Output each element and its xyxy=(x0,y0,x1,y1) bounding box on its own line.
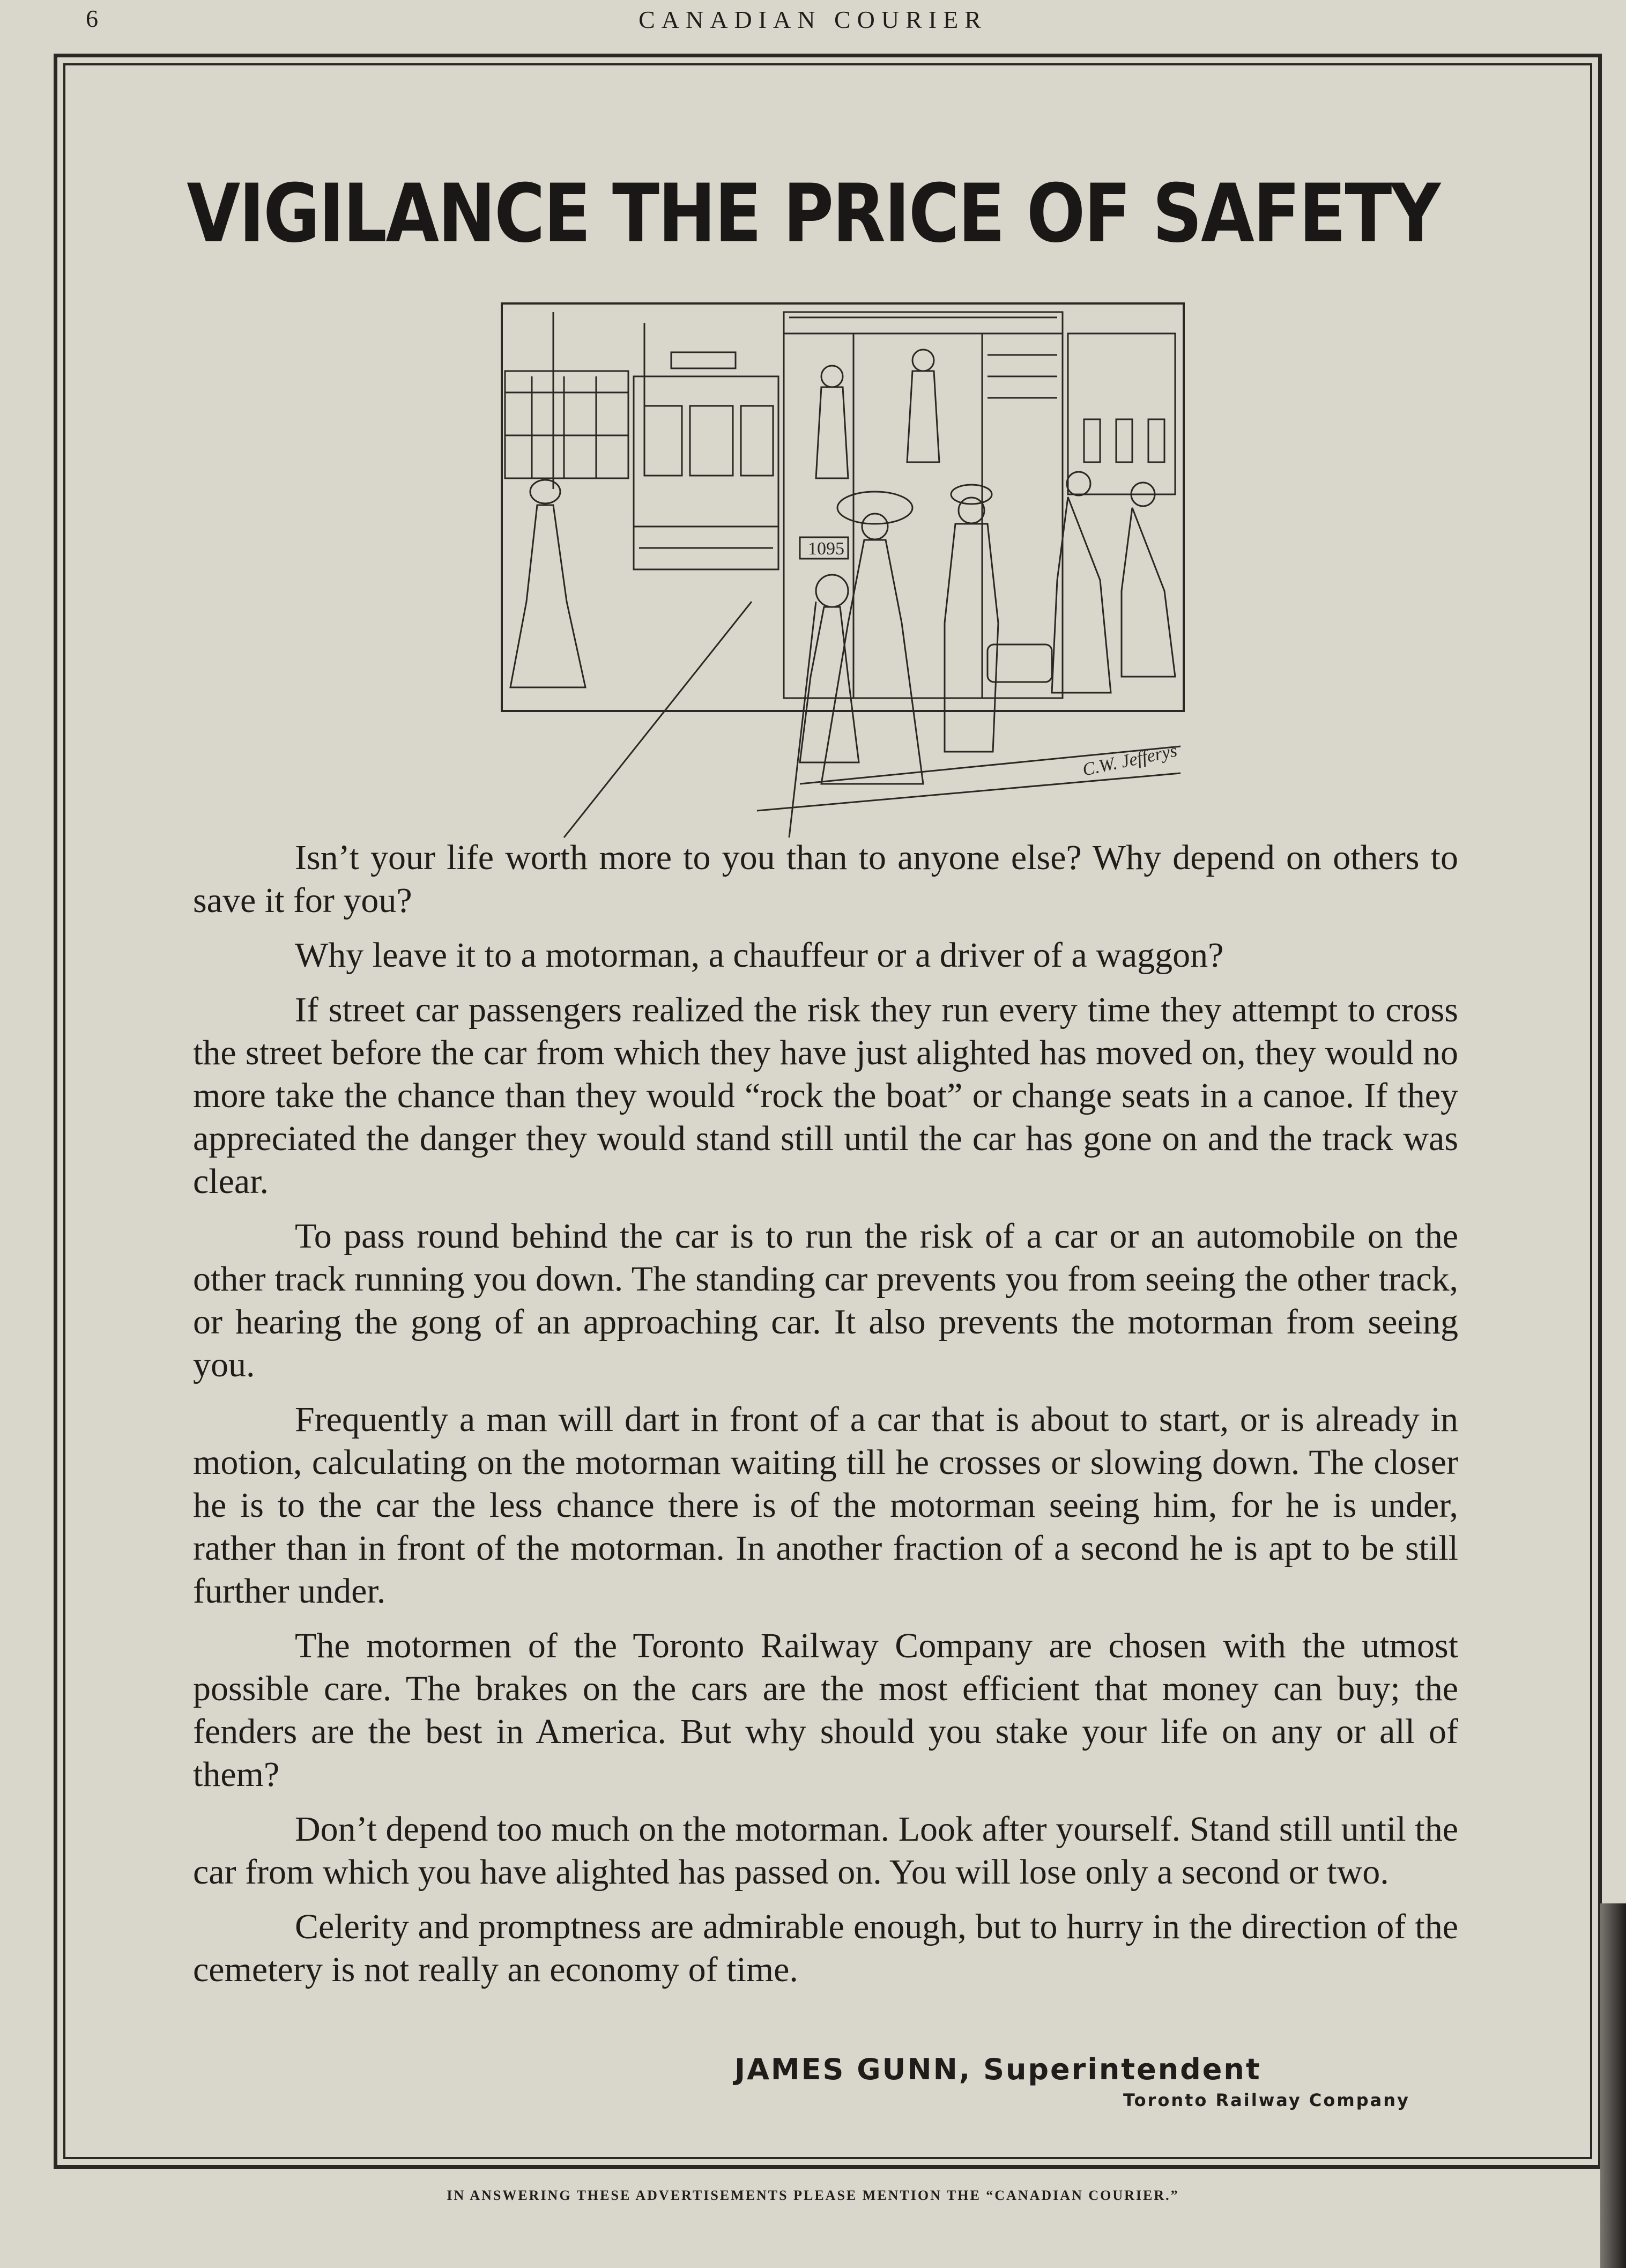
artist-signature: C.W. Jefferys xyxy=(1080,740,1179,780)
ad-paragraph-5: Frequently a man will dart in front of a car that is about to start, or is already in motion, calculating on the motorman waiting till he crosses or slowing down. The closer he is to the car the less chance there is of the motorman seeing him, for he is under, rather than in front of the motorman. In another fraction of a second he is apt to be still further under. xyxy=(193,1400,1458,1611)
ad-company: Toronto Railway Company xyxy=(1123,2090,1410,2110)
ad-paragraph-1: Isn’t your life worth more to you than to anyone else? Why depend on others to save it for you? xyxy=(193,838,1458,920)
ad-signature: JAMES GUNN, Superintendent xyxy=(734,2052,1261,2086)
streetcar-illustration xyxy=(500,301,1186,843)
page-edge-shadow xyxy=(1600,1903,1626,2268)
ad-paragraph-6: The motormen of the Toronto Railway Company are chosen with the utmost possible care. The brakes on the cars are the most efficient that money can buy; the fenders are the best in America. But why should you stake your life on any or all of them? xyxy=(193,1626,1458,1794)
streetcar-number: 1095 xyxy=(808,539,844,559)
ad-body-text xyxy=(193,836,1458,2003)
ad-paragraph-4: To pass round behind the car is to run the risk of a car or an automobile on the other track running you down. The standing car prevents you from seeing the other track, or hearing the gong of an approaching car. It also prevents the motorman from seeing you. xyxy=(193,1217,1458,1384)
ad-paragraph-3: If street car passengers realized the risk they run every time they attempt to cross the street before the car from which they have just alighted has moved on, they would no more take the chance than they would “rock the boat” or change seats in a canoe. If they appreciated the danger they would stand still until the car has gone on and the track was clear. xyxy=(193,990,1458,1201)
ad-headline: VIGILANCE THE PRICE OF SAFETY xyxy=(187,167,1439,261)
ad-paragraph-8: Celerity and promptness are admirable enough, but to hurry in the direction of the cemetery is not really an economy of time. xyxy=(193,1907,1458,1989)
ad-paragraph-2: Why leave it to a motorman, a chauffeur or a driver of a waggon? xyxy=(295,936,1224,975)
page-footer: IN ANSWERING THESE ADVERTISEMENTS PLEASE MENTION THE “CANADIAN COURIER.” xyxy=(447,2188,1179,2203)
ad-paragraph-7: Don’t depend too much on the motorman. Look after yourself. Stand still until the car from which you have alighted has passed on. You will lose only a second or two. xyxy=(193,1810,1458,1892)
page-number: 6 xyxy=(86,5,98,32)
running-head: CANADIAN COURIER xyxy=(638,6,988,33)
